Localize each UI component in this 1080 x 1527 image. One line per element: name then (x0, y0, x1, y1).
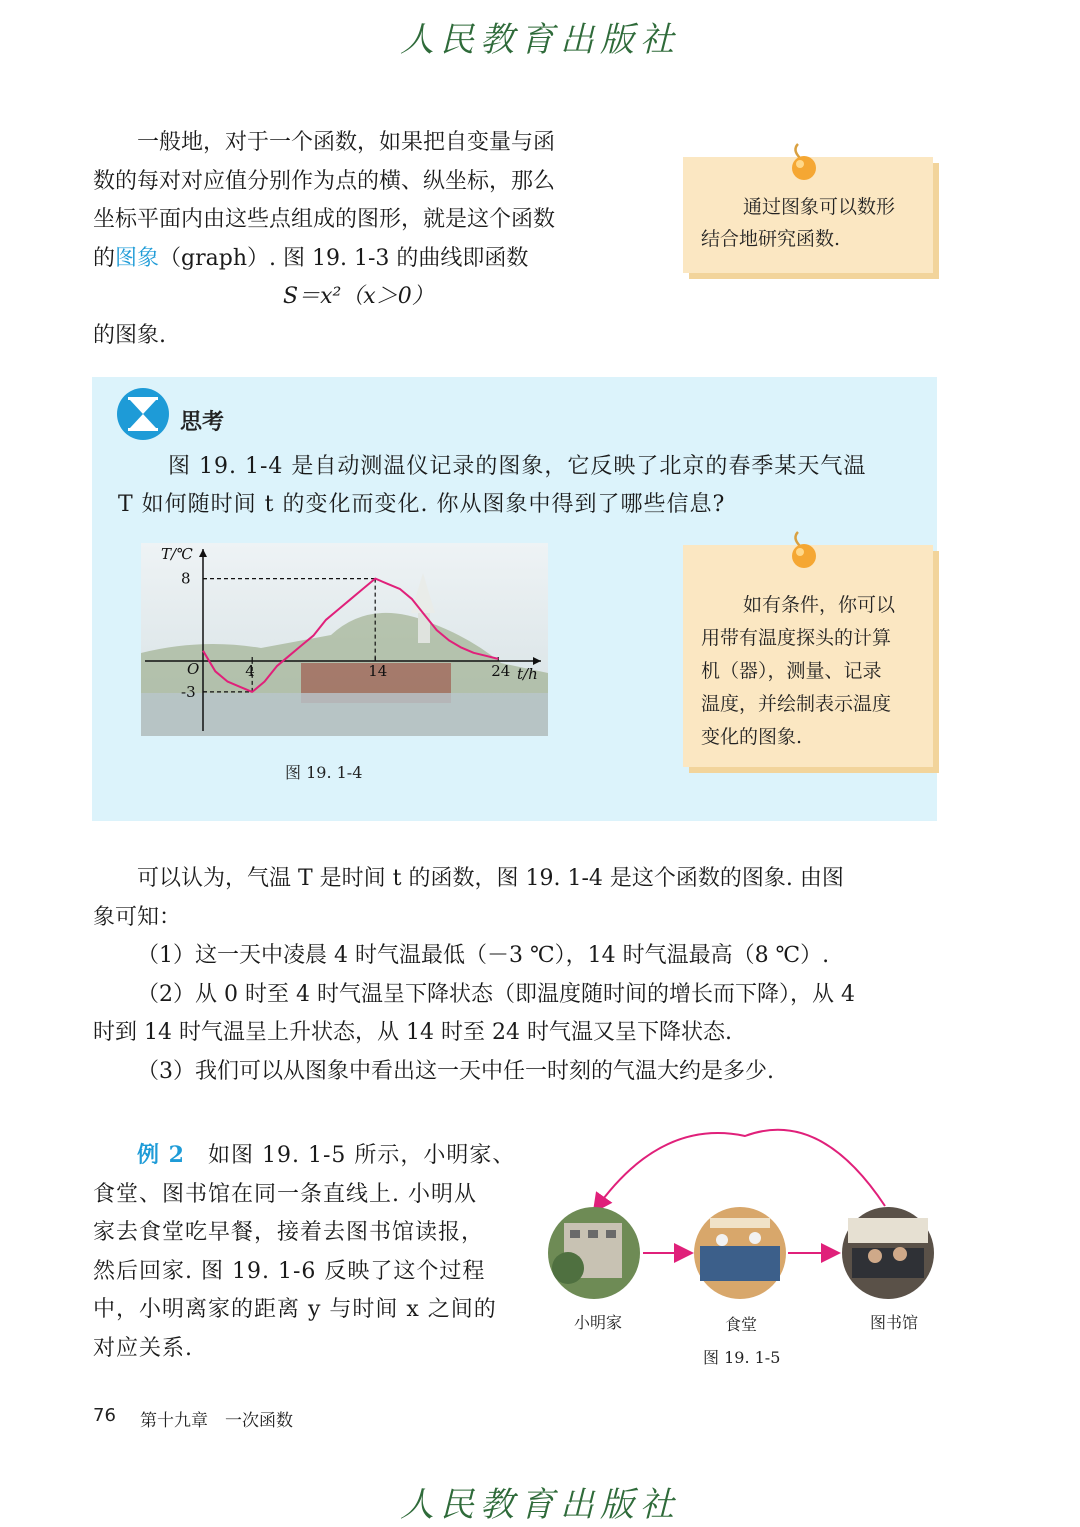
pin-icon (784, 140, 824, 185)
bridge-shape (141, 693, 548, 736)
canteen-photo (694, 1207, 786, 1299)
page-number: 76 (93, 1405, 116, 1426)
pin-icon (784, 528, 824, 573)
think-question (118, 448, 918, 524)
analysis-item-2-line-1: （2）从 0 时至 4 时气温呈下降状态（即温度随时间的增长而下降），从 4 (137, 981, 855, 1007)
side-note-2-line-4: 温度，并绘制表示温度 (701, 693, 892, 715)
example-2-line-1: 如图 19. 1-5 所示，小明家、 (207, 1143, 516, 1168)
example-2-label: 例 2 (137, 1142, 185, 1168)
intro-line-4-post: （graph）. 图 19. 1-3 的曲线即函数 (159, 245, 529, 271)
term-graph: 图象 (115, 245, 160, 271)
think-title: 思考 (180, 410, 225, 435)
y-tick-label: -3 (181, 682, 196, 701)
intro-line-6: 的图象. (93, 322, 166, 348)
example-2 (93, 1136, 533, 1368)
publisher-header: 人民教育出版社 (400, 20, 680, 60)
side-note-2-line-2: 用带有温度探头的计算 (701, 627, 892, 649)
think-icon (116, 387, 170, 441)
label-home: 小明家 (574, 1313, 623, 1332)
example-2-line-5: 中，小明离家的距离 y 与时间 x 之间的 (93, 1297, 497, 1322)
formula: S＝x²（x＞0） (283, 284, 434, 309)
y-axis-label: T/℃ (161, 545, 193, 563)
temperature-chart (141, 543, 548, 736)
intro-line-3: 坐标平面内由这些点组成的图形，就是这个函数 (93, 207, 556, 232)
chapter-title: 第十九章 一次函数 (140, 1411, 293, 1431)
pagoda-base (418, 613, 430, 643)
intro-line-4-pre: 的 (93, 245, 116, 271)
analysis-item-2-line-2: 时到 14 时气温呈上升状态，从 14 时至 24 时气温又呈下降状态. (93, 1020, 732, 1045)
analysis-item-1: （1）这一天中凌晨 4 时气温最低（－3 ℃），14 时气温最高（8 ℃）. (137, 943, 830, 968)
side-note-1-line-2: 结合地研究函数. (701, 228, 841, 250)
intro-paragraph (93, 124, 653, 355)
origin-label: O (187, 660, 200, 678)
side-note-2 (683, 545, 933, 767)
example-2-line-6: 对应关系. (93, 1335, 193, 1361)
example-2-line-3: 家去食堂吃早餐，接着去图书馆读报， (93, 1220, 485, 1245)
think-line-2: T 如何随时间 t 的变化而变化. 你从图象中得到了哪些信息? (118, 492, 726, 517)
home-photo (548, 1207, 640, 1299)
intro-line-4 (93, 240, 653, 279)
x-tick-label: 4 (245, 662, 255, 680)
side-note-2-line-3: 机（器），测量、记录 (701, 660, 882, 682)
intro-line-1: 一般地，对于一个函数，如果把自变量与函 (137, 130, 556, 155)
example-2-line-2: 食堂、图书馆在同一条直线上. 小明从 (93, 1181, 477, 1207)
side-note-1-line-1: 通过图象可以数形 (743, 196, 896, 218)
library-photo (842, 1207, 934, 1299)
x-tick-label: 24 (491, 662, 511, 680)
analysis-line-2: 象可知： (93, 904, 182, 930)
y-tick-label: 8 (181, 569, 191, 588)
analysis-line-1: 可以认为，气温 T 是时间 t 的函数，图 19. 1-4 是这个函数的图象. 由图 (137, 866, 844, 891)
analysis-item-3: （3）我们可以从图象中看出这一天中任一时刻的气温大约是多少. (137, 1058, 774, 1084)
x-axis-label: t/h (517, 665, 538, 683)
analysis-paragraph (93, 860, 943, 1091)
side-note-2-line-5: 变化的图象. (701, 726, 803, 748)
x-tick-label: 14 (368, 662, 388, 680)
figure-19-1-5-caption: 图 19. 1-5 (703, 1348, 781, 1367)
figure-19-1-4-caption: 图 19. 1-4 (285, 763, 363, 782)
example-2-line-4: 然后回家. 图 19. 1-6 反映了这个过程 (93, 1258, 486, 1284)
route-figure (540, 1128, 950, 1308)
intro-line-2: 数的每对对应值分别作为点的横、纵坐标，那么 (93, 168, 556, 194)
think-line-1: 图 19. 1-4 是自动测温仪记录的图象，它反映了北京的春季某天气温 (168, 454, 867, 479)
label-canteen: 食堂 (725, 1315, 758, 1334)
label-library: 图书馆 (870, 1313, 919, 1332)
publisher-footer: 人民教育出版社 (400, 1485, 680, 1525)
side-note-2-line-1: 如有条件，你可以 (743, 594, 896, 616)
return-arrow (595, 1130, 885, 1210)
